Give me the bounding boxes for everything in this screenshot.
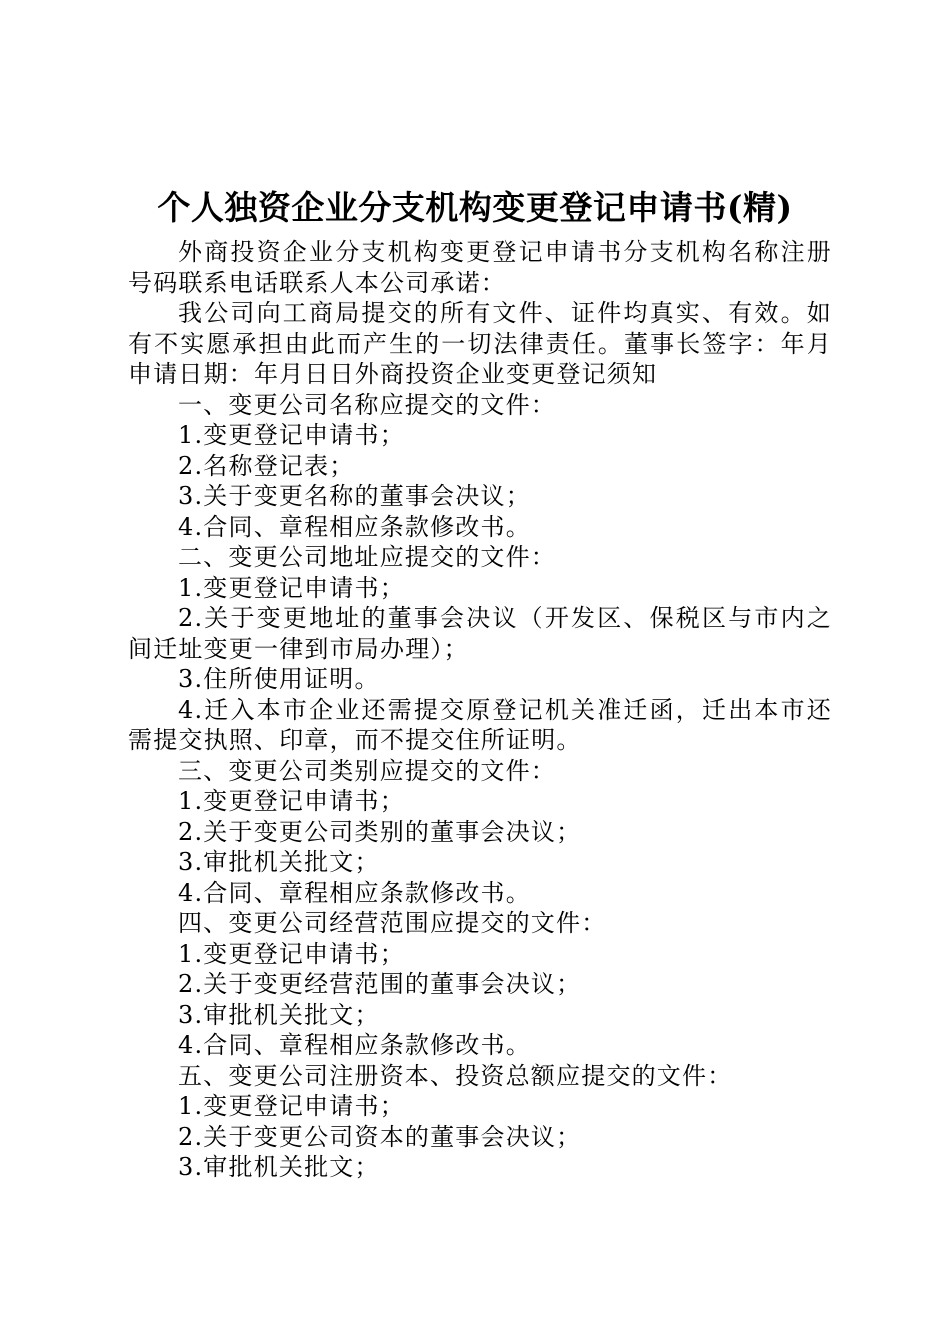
list-item: 3.审批机关批文； xyxy=(178,848,380,876)
section-heading: 二、变更公司地址应提交的文件： xyxy=(178,543,556,571)
section-heading: 三、变更公司类别应提交的文件： xyxy=(178,756,556,785)
list-item: 1.变更登记申请书； xyxy=(178,939,405,968)
list-item: 3.住所使用证明。 xyxy=(178,665,380,693)
list-item: 4.合同、章程相应条款修改书。 xyxy=(178,1031,531,1059)
list-item: 3.关于变更名称的董事会决议； xyxy=(178,482,531,510)
list-item: 1.变更登记申请书； xyxy=(178,787,405,815)
list-item: 4.合同、章程相应条款修改书。 xyxy=(178,512,531,541)
section-heading: 四、变更公司经营范围应提交的文件： xyxy=(178,909,607,937)
list-item: 1.变更登记申请书； xyxy=(178,421,405,449)
document-title: 个人独资企业分支机构变更登记申请书(精) xyxy=(157,188,793,227)
list-item: 2.关于变更经营范围的董事会决议； xyxy=(178,970,582,998)
list-item: 2.关于变更地址的董事会决议（开发区、保税区与市内之间迁址变更一律到市局办理）； xyxy=(128,604,832,663)
paragraph: 我公司向工商局提交的所有文件、证件均真实、有效。如有不实愿承担由此而产生的一切法律责任。董事长签字：年月申请日期：年月日日外商投资企业变更登记须知 xyxy=(128,299,832,388)
list-item: 1.变更登记申请书； xyxy=(178,1092,405,1120)
list-item: 3.审批机关批文； xyxy=(178,1153,380,1181)
section-heading: 一、变更公司名称应提交的文件： xyxy=(178,390,556,419)
list-item: 1.变更登记申请书； xyxy=(178,573,405,602)
list-item: 2.关于变更公司资本的董事会决议； xyxy=(178,1122,582,1151)
paragraph: 外商投资企业分支机构变更登记申请书分支机构名称注册号码联系电话联系人本公司承诺： xyxy=(128,238,832,297)
list-item: 3.审批机关批文； xyxy=(178,1000,380,1029)
section-heading: 五、变更公司注册资本、投资总额应提交的文件： xyxy=(178,1061,733,1090)
list-item: 4.合同、章程相应条款修改书。 xyxy=(178,878,531,907)
list-item: 4.迁入本市企业还需提交原登记机关准迁函，迁出本市还需提交执照、印章，而不提交住所证明。 xyxy=(128,695,832,754)
document-body xyxy=(128,237,832,1183)
list-item: 2.关于变更公司类别的董事会决议； xyxy=(178,817,582,846)
list-item: 2.名称登记表； xyxy=(178,451,355,480)
